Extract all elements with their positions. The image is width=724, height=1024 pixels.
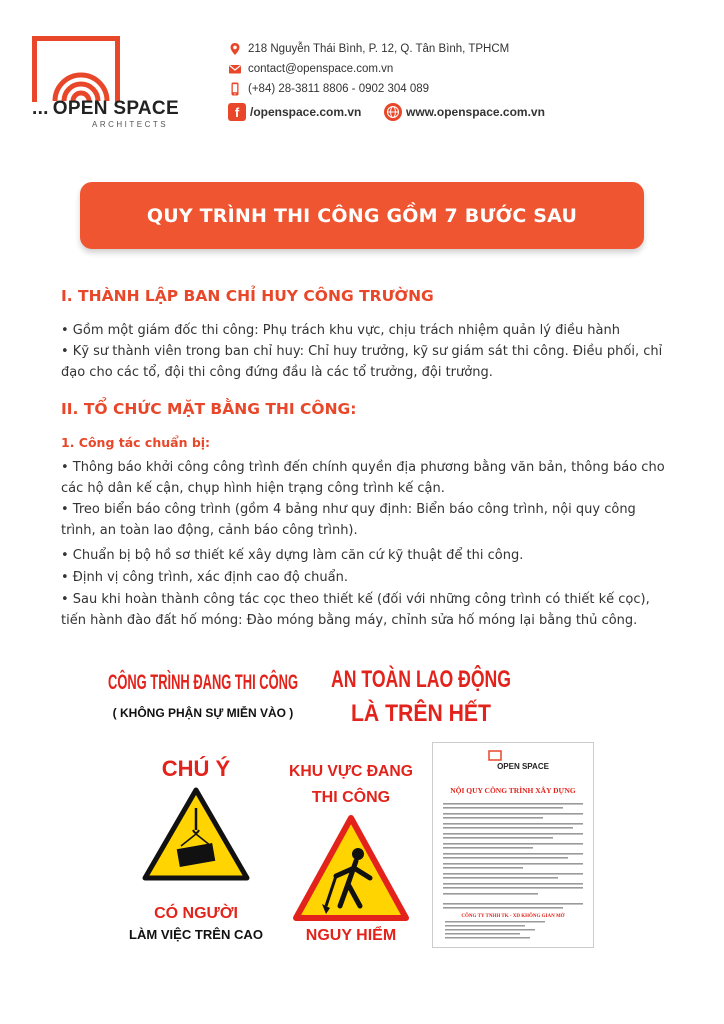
logo-name: OPEN SPACE — [52, 98, 179, 119]
facebook-link[interactable]: /openspace.com.vn — [250, 105, 362, 119]
company-info-lines — [445, 921, 545, 939]
section-2-para-3: • Chuẩn bị bộ hồ sơ thiết kế xây dựng làm căn cứ kỹ thuật để thi công. — [61, 548, 524, 563]
sign-working-at-height — [123, 746, 269, 946]
sign-dangerous-work-zone — [278, 746, 424, 946]
logo-dots: ... — [32, 98, 49, 119]
logo-frame — [32, 36, 120, 102]
sign-4-bottom: NGUY HIỂM — [305, 927, 397, 944]
website-link[interactable]: www.openspace.com.vn — [406, 105, 545, 119]
sign-5-company: CÔNG TY TNHH TK - XD KHÔNG GIAN MỞ — [461, 914, 565, 919]
section-2-para-1: • Thông báo khởi công công trình đến chính quyền địa phương bằng văn bản, thông báo cho các hộ dân kế cận, chụp hình hiện trạng công trình kế cận. — [61, 460, 665, 496]
phone-row[interactable] — [228, 82, 429, 96]
sign-4-line-1: KHU VỰC ĐANG — [289, 763, 413, 780]
sign-2-line-2: LÀ TRÊN HẾT — [351, 700, 510, 727]
section-2-para-4: • Định vị công trình, xác định cao độ chuẩn. — [61, 570, 348, 585]
sign-5-logo: OPEN SPACE — [497, 762, 549, 771]
section-1-para-1: • Gồm một giám đốc thi công: Phụ trách khu vực, chịu trách nhiệm quản lý điều hành — [61, 323, 620, 338]
section-2-para-2: • Treo biển báo công trình (gồm 4 bảng như quy định: Biển báo công trình, nội quy công trình, an toàn lao động, cảnh báo công trình). — [61, 502, 636, 538]
worker-icon — [352, 848, 364, 860]
sign-5-graphic — [433, 743, 593, 947]
sign-4-line-2: THI CÔNG — [311, 789, 391, 806]
phone-icon — [228, 82, 242, 96]
facebook-row[interactable] — [228, 103, 361, 121]
email-text[interactable]: contact@openspace.com.vn — [248, 63, 394, 75]
section-1-title: I. THÀNH LẬP BAN CHỈ HUY CÔNG TRƯỜNG — [61, 287, 434, 305]
sign-2-line-1: AN TOÀN LAO ĐỘNG — [331, 666, 576, 693]
mini-logo-icon — [489, 751, 501, 760]
site-regulations-board — [432, 742, 594, 948]
email-row[interactable] — [228, 62, 393, 76]
phone-text[interactable]: (+84) 28-3811 8806 - 0902 304 089 — [248, 83, 430, 95]
section-1-para-2: • Kỹ sư thành viên trong ban chỉ huy: Chỉ huy trưởng, kỹ sư giám sát thi công. Điều phối, chỉ đạo cho các tổ, đội thi công đứng đầu là các tổ trưởng, đội trưởng. — [61, 344, 663, 380]
process-banner: QUY TRÌNH THI CÔNG GỒM 7 BƯỚC SAU — [80, 182, 644, 249]
logo-subtitle: ARCHITECTS — [92, 120, 169, 129]
website-row[interactable] — [384, 103, 545, 121]
sign-3-line-2: LÀM VIỆC TRÊN CAO — [129, 927, 263, 942]
logo-wordmark — [32, 98, 179, 120]
section-2-title: II. TỔ CHỨC MẶT BẰNG THI CÔNG: — [61, 400, 357, 418]
company-logo — [32, 36, 192, 129]
logo-arch-icon — [51, 49, 111, 101]
sign-labor-safety — [316, 651, 576, 734]
facebook-icon: f — [228, 103, 246, 121]
globe-icon — [384, 103, 402, 121]
mail-icon — [228, 62, 242, 76]
sign-1-graphic — [96, 651, 418, 734]
section-2-para-5: • Sau khi hoàn thành công tác cọc theo thiết kế (đối với những công trình có thiết kế cọc), tiến hành đào đất hố móng: Đào móng bằng máy, chỉnh sửa hố móng lại bằng thủ công. — [61, 592, 650, 628]
sign-3-graphic — [123, 746, 269, 946]
sign-construction-in-progress — [96, 651, 418, 734]
section-2-subtitle: 1. Công tác chuẩn bị: — [61, 435, 211, 450]
address-text: 218 Nguyễn Thái Bình, P. 12, Q. Tân Bình, TPHCM — [248, 43, 510, 55]
sign-1-line-1: CÔNG TRÌNH ĐANG THI CÔNG — [108, 671, 418, 694]
sign-1-line-2: ( KHÔNG PHẬN SỰ MIỄN VÀO ) — [112, 706, 294, 720]
sign-3-line-1: CÓ NGƯỜI — [154, 905, 238, 922]
regulation-text-lines — [443, 803, 583, 909]
sign-4-graphic — [278, 746, 424, 946]
address-row — [228, 42, 509, 56]
sign-3-top: CHÚ Ý — [161, 756, 231, 781]
sign-5-title: NỘI QUY CÔNG TRÌNH XÂY DỰNG — [450, 786, 576, 795]
sign-2-graphic — [316, 651, 576, 734]
location-pin-icon — [228, 42, 242, 56]
